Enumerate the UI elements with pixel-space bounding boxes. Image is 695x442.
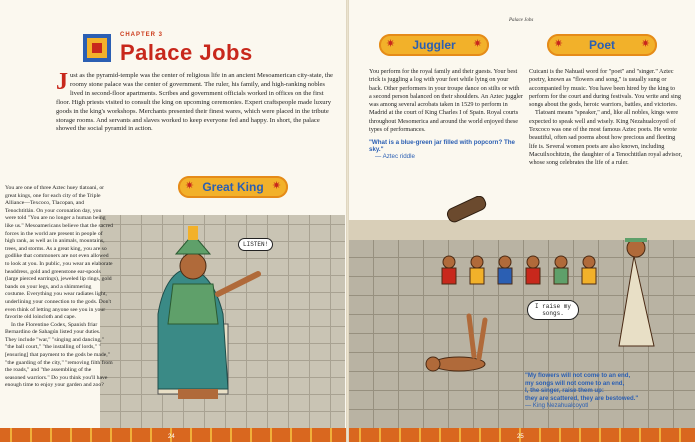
poem-line: they are scattered, they are bestowed." xyxy=(525,394,639,402)
aztec-ornament-icon xyxy=(83,34,111,62)
intro-paragraph xyxy=(56,69,334,134)
page-title: Palace Jobs xyxy=(120,40,253,65)
star-icon: ✷ xyxy=(472,38,483,50)
page-number: 25 xyxy=(517,434,524,440)
listen-speech-bubble: LISTEN! xyxy=(238,238,273,251)
poet-heading: Poet xyxy=(588,38,615,52)
great-king-text: You are one of three Aztec huey tlatoani, or great kings, one for each city of the Triple Alliance—Texcoco, Tlacopan, and Tenochtitlán. On your coronation day, you were told "You are no longer a human being like us." Mesoamericans believe that the sacred forces in the world are present in people of high rank, as well as in animals, mountains, trees, and storms. As a great king, you are so godlike that commoners are not even allowed to look at you. In public, you wear an elaborate headdress, gold and greenstone ear-spools (large pierced earrings), jeweled lip rings, gold bands on your legs, and a shimmering costume. Everything you wear radiates light, underlining your connection to the gods. Don't even think of letting anyone see you in your favorite old loincloth and cape. xyxy=(5,185,113,321)
riddle-attribution: — Aztec riddle xyxy=(375,153,415,161)
chapter-label: CHAPTER 3 xyxy=(120,32,164,38)
poem-line: I, the singer, raise them up: xyxy=(525,387,604,395)
juggler-banner xyxy=(379,34,489,56)
poet-banner xyxy=(547,34,657,56)
star-icon: ✷ xyxy=(640,38,651,50)
great-king-heading: Great King xyxy=(202,180,264,194)
riddle-quote: "What is a blue-green jar filled with popcorn? The sky." xyxy=(369,139,515,154)
left-footer-band xyxy=(0,428,346,442)
juggler-column xyxy=(369,68,523,160)
poem-quote xyxy=(525,372,685,410)
right-footer-band xyxy=(349,428,695,442)
poet-text: Cuicani is the Nahuatl word for "poet" and "singer." Aztec poetry, known as "flowers and song," is usually sung or accompanied by music. You have been hired by the king to perform for the court and during festivals. You write and sing songs about the gods, heroic warriors, battles, and victories. xyxy=(529,68,681,109)
poet-speech-bubble: I raise my songs. xyxy=(527,300,579,320)
right-page xyxy=(349,0,695,442)
running-head: Palace Jobs xyxy=(509,18,534,23)
poet-text-2: Tlatoani means "speaker," and, like all nobles, kings were expected to speak well and wisely. King Nezahualcoyotl of Texcoco was one of the most famous Aztec poets. He wrote beautiful, often sad poems about how precious and fleeting life is. Several women poets are also known, including Macuilxochitzin, the daughter of a Tenochtitlan royal advisor, whose song celebrates the life of a ruler. xyxy=(529,109,682,167)
intro-text: ust as the pyramid-temple was the center of religious life in an ancient Mesoamerican city-state, the roomy stone palace was the center of government. The ruler, his family, and high-ranking nobles lived in second-floor apartments. Scribes and government officials worked in offices on the first floor. High priests visited to consult the king on upcoming ceremonies. Expert craftspeople made luxury goods in the king's workshops. Merchants presented their finest wares, which were placed in the tribute storage rooms. And servants and slaves worked to keep everyone fed and happy. In short, the palace showed the social pyramid in action. xyxy=(56,72,333,133)
star-icon: ✷ xyxy=(184,180,195,192)
left-page xyxy=(0,0,346,442)
page-number: 24 xyxy=(168,434,175,440)
juggler-text: You perform for the royal family and their guests. Your best trick is juggling a log with your feet while lying on your back. Other performers in your troupe dance on stilts or with a second person balanced on their shoulders. An Aztec juggler was among several acrobats taken in 1529 to perform in Madrid at the court of King Charles I of Spain. Royal courts throughout Mesomerica and around the world enjoyed these types of performances. xyxy=(369,68,523,134)
poem-line: "My flowers will not come to an end, xyxy=(525,372,631,379)
great-king-column xyxy=(5,185,113,390)
poem-line: my songs will not come to an end, xyxy=(525,379,625,387)
poet-column xyxy=(529,68,685,168)
drop-cap: J xyxy=(56,69,68,95)
juggler-heading: Juggler xyxy=(412,38,456,52)
star-icon: ✷ xyxy=(553,38,564,50)
great-king-text-2: In the Florentine Codex, Spanish friar Bernardino de Sahagún listed your duties. They include "war," "singing and dancing," "the ball court," "the installing of lords," "[ensuring] that payment to the gods be made," "the guarding of the city," "removing filth from the roads," and "the assembling of the seasoned warriors." Do you think you'll have enough time to enjoy your garden and zoo? xyxy=(5,321,113,389)
star-icon: ✷ xyxy=(385,38,396,50)
poem-attribution: — King Nezahualcoyotl xyxy=(525,402,589,410)
star-icon: ✷ xyxy=(271,180,282,192)
great-king-banner xyxy=(178,176,288,198)
